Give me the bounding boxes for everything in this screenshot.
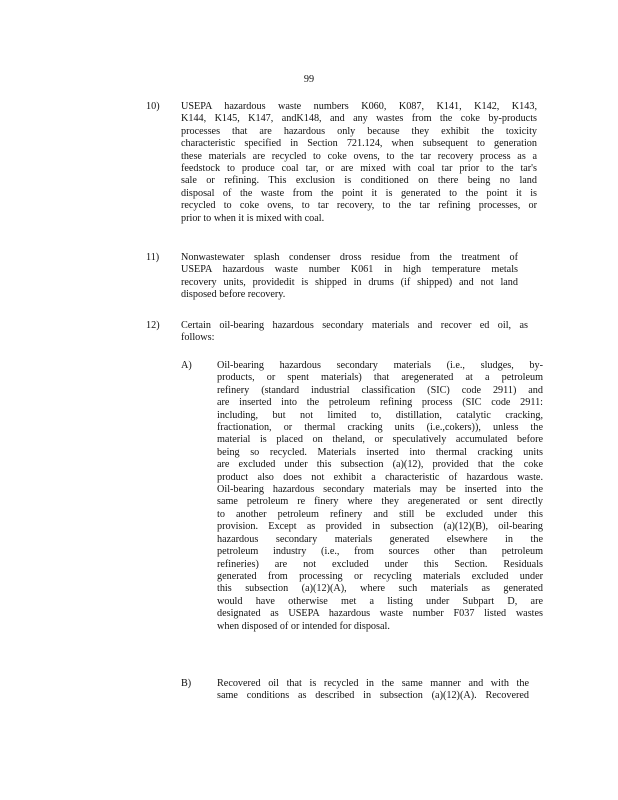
text-line: refinery (standard industrial classification (SIC) code 2911) and <box>217 384 543 396</box>
text-line: provision. Except as provided in subsection (a)(12)(B), oil-bearing <box>217 521 543 533</box>
text-line: Certain oil-bearing hazardous secondary materials and recover ed oil, as <box>181 320 528 331</box>
text-line: including, but not limited to, distillation, catalytic cracking, <box>217 409 543 421</box>
subitem-text <box>217 678 529 703</box>
text-line: sale or refining. This exclusion is conditioned on there being no land <box>181 175 537 187</box>
item-number: 10) <box>146 101 160 112</box>
text-line: K144, K145, K147, andK148, and any wastes from the coke by-products <box>181 113 537 125</box>
text-line: are excluded under this subsection (a)(12), provided that the coke <box>217 459 543 471</box>
item-number: 12) <box>146 320 160 331</box>
text-line: generated from processing or recycling materials excluded under <box>217 570 543 582</box>
text-line: product also does not exhibit a characteristic of hazardous waste. <box>217 471 543 483</box>
text-line: recovery units, providedit is shipped in drums (if shipped) and not land <box>181 276 518 288</box>
item-text <box>181 252 518 302</box>
text-line: recycled to coke ovens, to tar recovery, to the tar refining processes, or <box>181 200 537 212</box>
text-line: these materials are recycled to coke ovens, to the tar recovery process as a <box>181 150 537 162</box>
text-line: designated as USEPA hazardous waste number F037 listed wastes <box>217 608 543 620</box>
page-number: 99 <box>303 74 315 85</box>
text-line: Oil-bearing hazardous secondary materials (i.e., sludges, by- <box>217 360 543 371</box>
text-line: characteristic specified in Section 721.124, when subsequent to generation <box>181 138 537 150</box>
text-line: processes that are hazardous only because they exhibit the toxicity <box>181 125 537 137</box>
text-line: USEPA hazardous waste numbers K060, K087, K141, K142, K143, <box>181 101 537 112</box>
text-line: prior to when it is mixed with coal. <box>181 212 325 224</box>
text-line: products, or spent materials) that aregenerated at a petroleum <box>217 372 543 384</box>
item-text <box>181 320 528 345</box>
text-line: to another petroleum refinery and still be excluded under this <box>217 508 543 520</box>
text-line: are inserted into the petroleum refining process (SIC code 2911: <box>217 397 543 409</box>
text-line: being so recycled. Materials inserted into thermal cracking units <box>217 446 543 458</box>
text-line: petroleum industry (i.e., from sources other than petroleum <box>217 546 543 558</box>
subitem-number: A) <box>181 360 192 371</box>
text-line: Oil-bearing hazardous secondary materials may be inserted into the <box>217 484 543 496</box>
subitem-number: B) <box>181 678 192 689</box>
text-line: when disposed of or intended for disposal. <box>217 620 390 632</box>
text-line: Nonwastewater splash condenser dross residue from the treatment of <box>181 252 518 263</box>
text-line: feedstock to produce coal tar, or are mixed with coal tar prior to the tar's <box>181 163 537 175</box>
text-line: same petroleum re finery where they aregenerated or sent directly <box>217 496 543 508</box>
text-line: hazardous secondary materials generated elsewhere in the <box>217 533 543 545</box>
text-line: Recovered oil that is recycled in the same manner and with the <box>217 678 529 689</box>
text-line: follows: <box>181 332 215 344</box>
text-line: material is placed on theland, or speculatively accumulated before <box>217 434 543 446</box>
text-line: same conditions as described in subsection (a)(12)(A). Recovered <box>217 690 529 702</box>
text-line: USEPA hazardous waste number K061 in high temperature metals <box>181 264 518 276</box>
text-line: disposal of the waste from the point it is generated to the point it is <box>181 187 537 199</box>
text-line: refineries) are not excluded under this Section. Residuals <box>217 558 543 570</box>
subitem-text <box>217 360 543 633</box>
item-text <box>181 101 537 225</box>
text-line: fractionation, or thermal cracking units (i.e.,cokers)), unless the <box>217 422 543 434</box>
item-number: 11) <box>146 252 160 263</box>
text-line: disposed before recovery. <box>181 289 286 301</box>
text-line: this subsection (a)(12)(A), where such materials as generated <box>217 583 543 595</box>
text-line: would have otherwise met a listing under Subpart D, are <box>217 595 543 607</box>
